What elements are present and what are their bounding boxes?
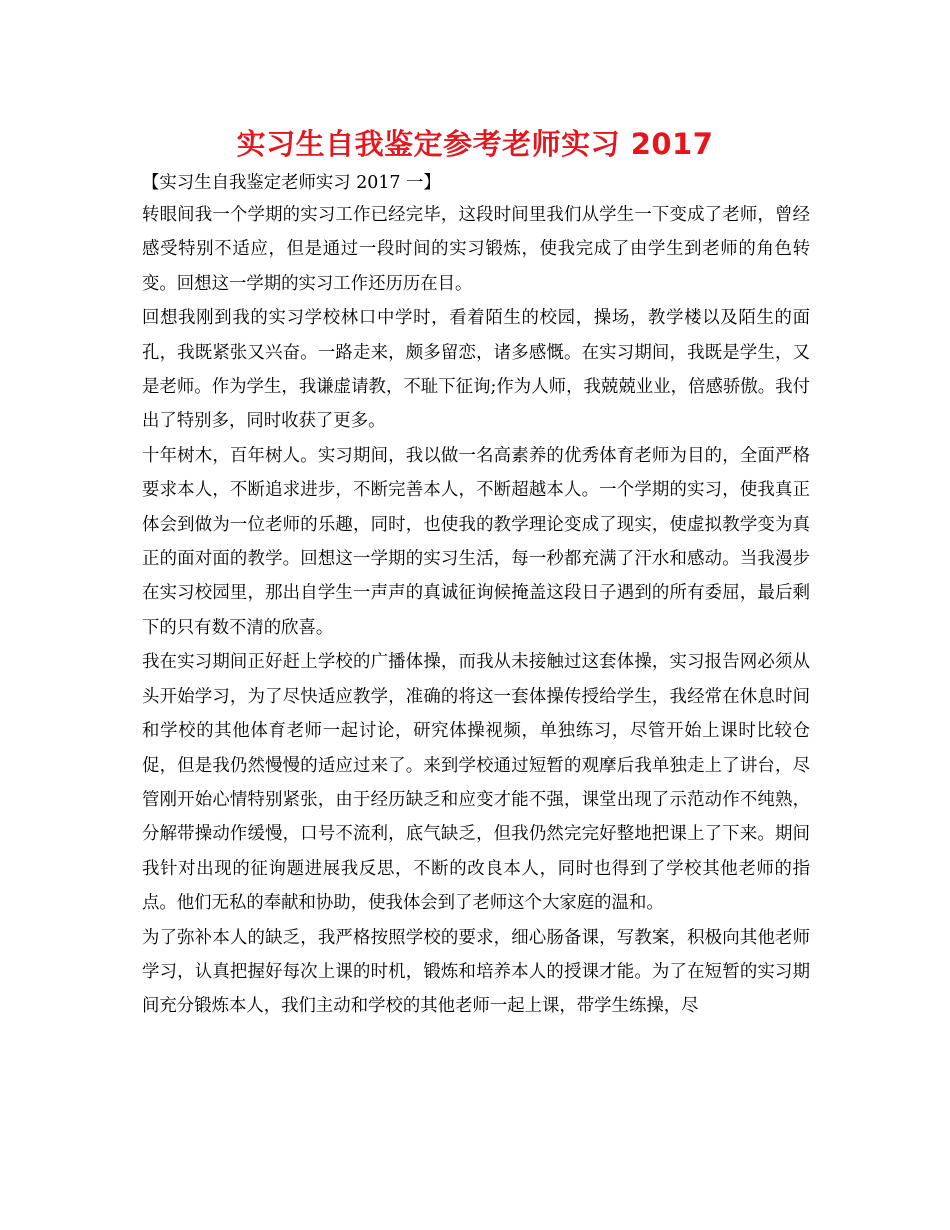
paragraph-4: 我在实习期间正好赶上学校的广播体操，而我从未接触过这套体操，实习报告网必须从头开始学习，为了尽快适应教学，准确的将这一套体操传授给学生，我经常在休息时间和学校的其他体育老师一起讨论，研究体操视频，单独练习，尽管开始上课时比较仓促，但是我仍然慢慢的适应过来了。来到学校通过短暂的观摩后我单独走上了讲台，尽管刚开始心情特别紧张，由于经历缺乏和应变才能不强，课堂出现了示范动作不纯熟，分解带操动作缓慢，口号不流利，底气缺乏，但我仍然完完好整地把课上了下来。期间我针对出现的征询题进展我反思，不断的改良本人，同时也得到了学校其他老师的指点。他们无私的奉献和协助，使我体会到了老师这个大家庭的温和。 bbox=[142, 652, 810, 914]
document-title: 实习生自我鉴定参考老师实习 2017 bbox=[236, 127, 714, 161]
paragraph-1: 转眼间我一个学期的实习工作已经完毕，这段时间里我们从学生一下变成了老师，曾经感受特别不适应，但是通过一段时间的实习锻炼，使我完成了由学生到老师的角色转变。回想这一学期的实习工作还历历在目。 bbox=[142, 205, 810, 294]
paragraph-5: 为了弥补本人的缺乏，我严格按照学校的要求，细心肠备课，写教案，积极向其他老师学习，认真把握好每次上课的时机，锻炼和培养本人的授课才能。为了在短暂的实习期间充分锻炼本人，我们主动和学校的其他老师一起上课，带学生练操，尽 bbox=[142, 927, 810, 1017]
section-heading: 【实习生自我鉴定老师实习 2017 一】 bbox=[142, 173, 441, 193]
document-body bbox=[142, 168, 810, 1024]
paragraph-3: 十年树木，百年树人。实习期间，我以做一名高素养的优秀体育老师为目的，全面严格要求本人，不断追求进步，不断完善本人，不断超越本人。一个学期的实习，使我真正体会到做为一位老师的乐趣，同时，也使我的教学理论变成了现实，使虚拟教学变为真正的面对面的教学。回想这一学期的实习生活，每一秒都充满了汗水和感动。当我漫步在实习校园里，那出自学生一声声的真诚征询候掩盖这段日子遇到的所有委屈，最后剩下的只有数不清的欣喜。 bbox=[142, 445, 810, 638]
paragraph-2: 回想我刚到我的实习学校林口中学时，看着陌生的校园，操场，教学楼以及陌生的面孔，我既紧张又兴奋。一路走来，颇多留恋，诸多感慨。在实习期间，我既是学生，又是老师。作为学生，我谦虚请教，不耻下征询;作为人师，我兢兢业业，倍感骄傲。我付出了特别多，同时收获了更多。 bbox=[142, 308, 810, 432]
